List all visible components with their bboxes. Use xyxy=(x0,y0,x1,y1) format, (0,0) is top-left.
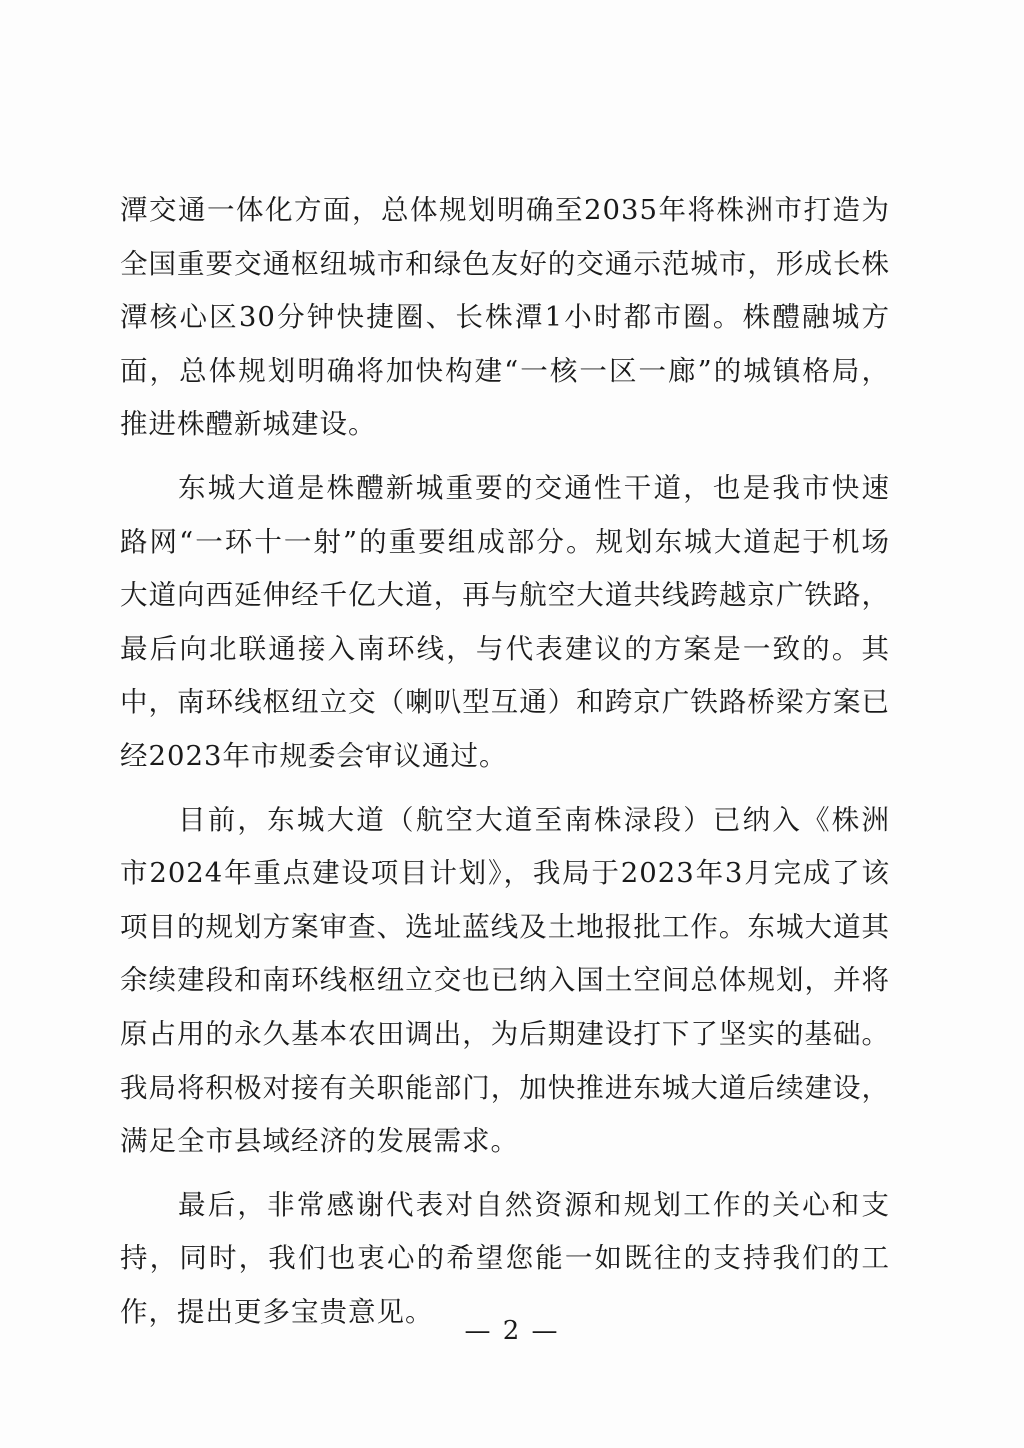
paragraph-dongcheng-avenue: 东城大道是株醴新城重要的交通性干道，也是我市快速路网“一环十一射”的重要组成部分。规划东城大道起于机场大道向西延伸经千亿大道，再与航空大道共线跨越京广铁路，最后向北联通接入南环线，与代表建议的方案是一致的。其中，南环线枢纽立交（喇叭型互通）和跨京广铁路桥梁方案已经2023年市规委会审议通过。 xyxy=(120,471,890,772)
page-number: — 2 — xyxy=(464,1316,560,1346)
paragraph-current-progress: 目前，东城大道（航空大道至南株渌段）已纳入《株洲市2024年重点建设项目计划》，我局于2023年3月完成了该项目的规划方案审查、选址蓝线及土地报批工作。东城大道其余续建段和南环线枢纽立交也已纳入国土空间总体规划，并将原占用的永久基本农田调出，为后期建设打下了坚实的基础。我局将积极对接有关职能部门，加快推进东城大道后续建设，满足全市县域经济的发展需求。 xyxy=(120,803,890,1158)
document-body xyxy=(120,184,890,1339)
paragraph-continuation: 潭交通一体化方面，总体规划明确至2035年将株洲市打造为全国重要交通枢纽城市和绿色友好的交通示范城市，形成长株潭核心区30分钟快捷圈、长株潭1小时都市圈。株醴融城方面，总体规划明确将加快构建“一核一区一廊”的城镇格局，推进株醴新城建设。 xyxy=(120,194,890,441)
paragraph-closing-thanks: 最后，非常感谢代表对自然资源和规划工作的关心和支持，同时，我们也衷心的希望您能一如既往的支持我们的工作，提出更多宝贵意见。 xyxy=(120,1188,890,1328)
